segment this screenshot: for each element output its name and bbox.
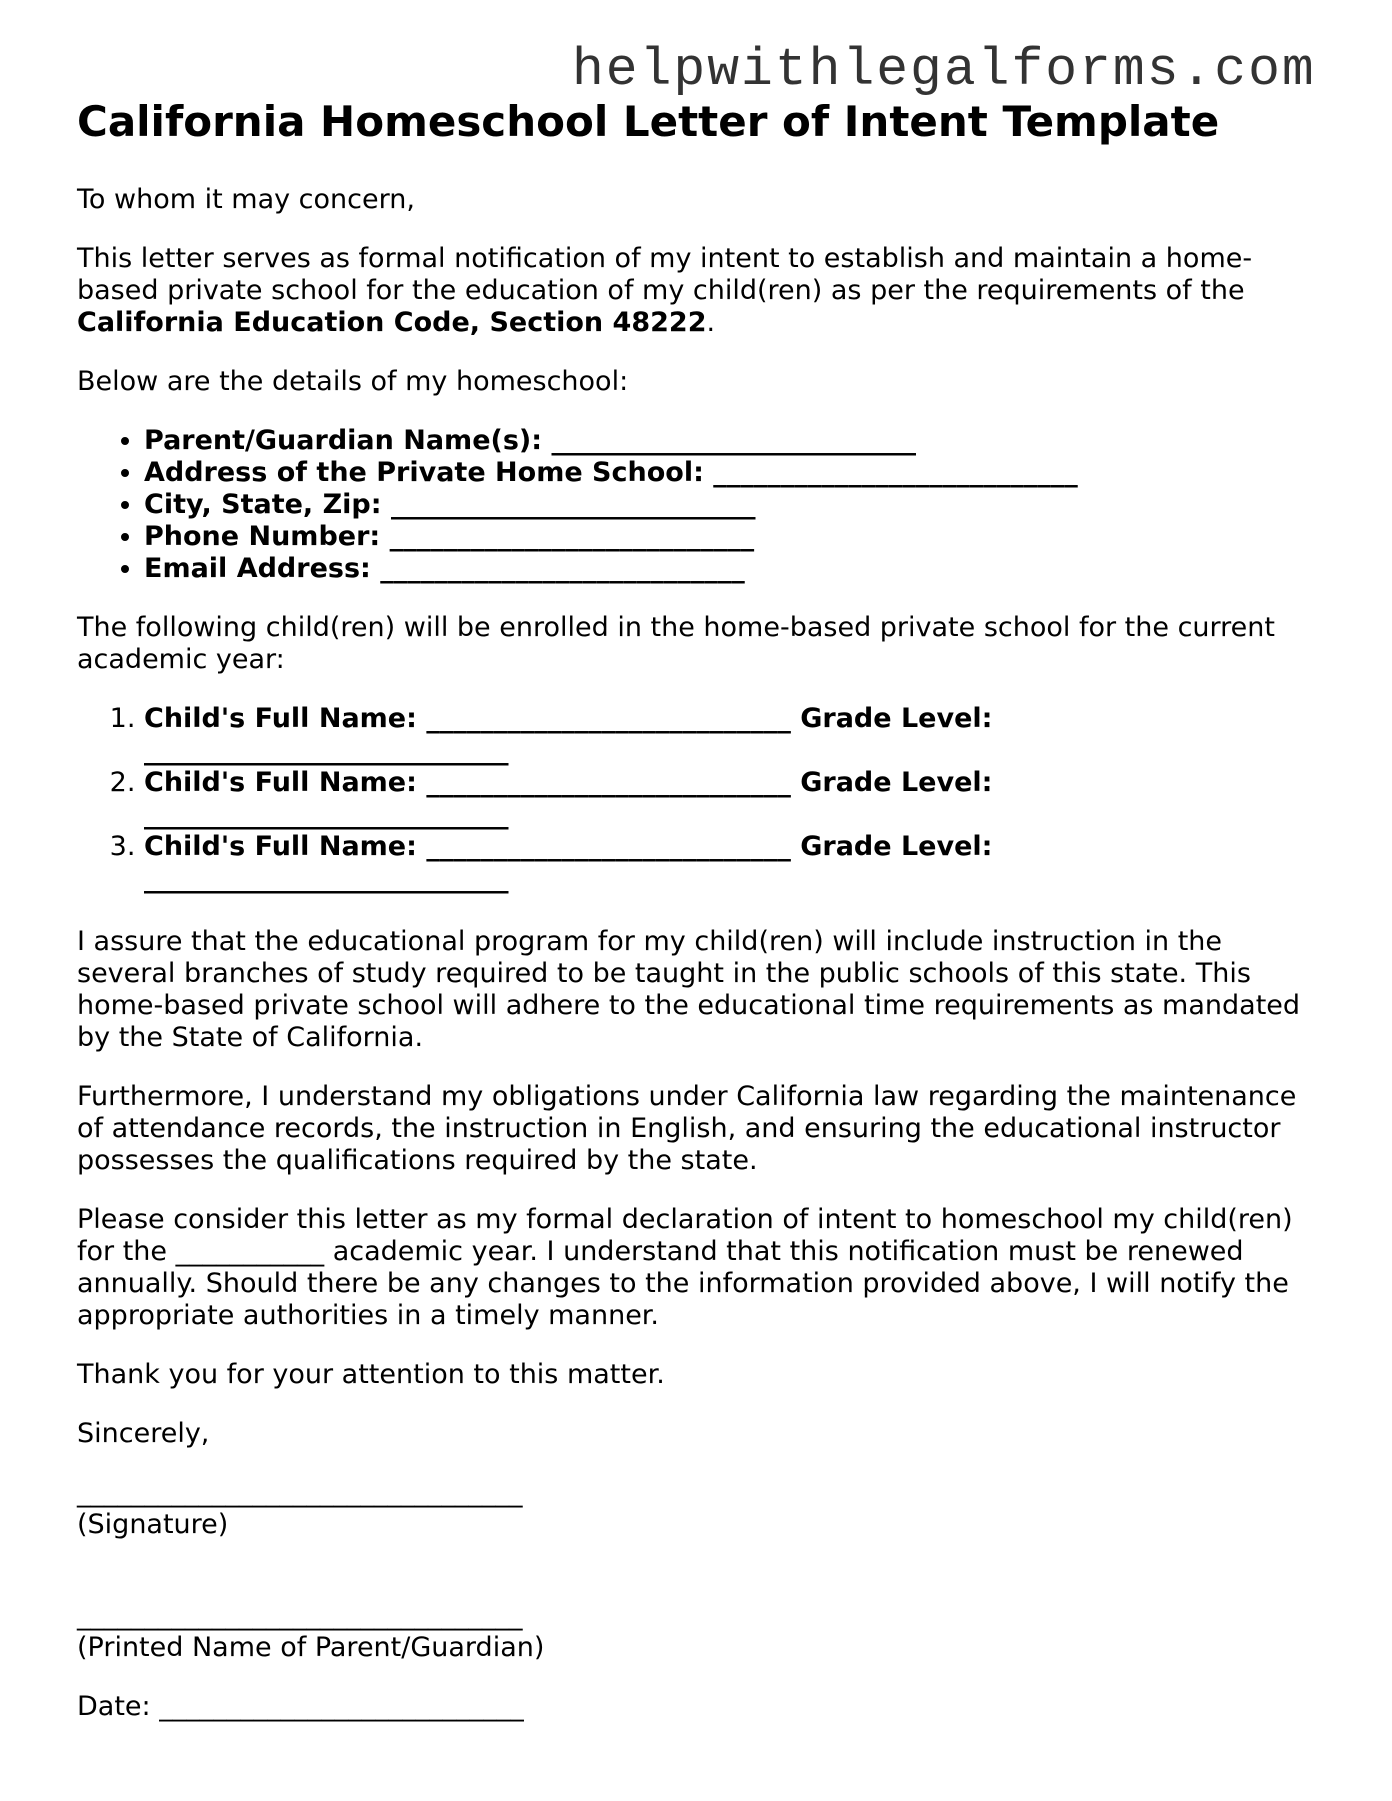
declaration-after: academic year. I understand that this notification must be renewed annually. Should there be any changes to the information provided above, I will notify the appropriate authorities in a timely manner. (77, 1236, 1289, 1331)
declaration-before: Please consider this letter as my formal declaration of intent to homeschool my child(ren) for the (77, 1204, 1293, 1267)
date-blank: ___________________________ (159, 1691, 524, 1722)
detail-blank: ___________________________ (389, 521, 755, 552)
watermark: helpwithlegalforms.com (572, 40, 1316, 100)
details-list (77, 425, 1327, 585)
signature-label: (Signature) (77, 1509, 229, 1540)
child-name-blank: ___________________________ (426, 831, 791, 862)
detail-label: Address of the Private Home School: (144, 457, 704, 488)
signature-line: _________________________________ (77, 1477, 523, 1508)
thanks-line: Thank you for your attention to this matter. (77, 1359, 665, 1390)
detail-label: Phone Number: (144, 521, 381, 552)
obligations-paragraph: Furthermore, I understand my obligations under California law regarding the maintenance of attendance records, the instruction in English, and ensuring the educational instructor possesses the qualifications required by the state. (77, 1081, 1297, 1176)
detail-blank: ___________________________ (551, 425, 916, 456)
child-name-blank: ___________________________ (426, 767, 791, 798)
details-intro: Below are the details of my homeschool: (77, 366, 629, 397)
detail-label: Email Address: (144, 553, 371, 584)
intro-text: This letter serves as formal notification of my intent to establish and maintain a home-based private school for the education of my child(ren) as per the requirements of the (77, 243, 1253, 306)
detail-phone (144, 521, 1327, 553)
intro-paragraph (77, 243, 1327, 339)
child-name-label: Child's Full Name: (144, 831, 417, 862)
detail-blank: ___________________________ (380, 553, 745, 584)
grade-level-blank: ___________________________ (144, 799, 509, 830)
assurance-paragraph: I assure that the educational program for my child(ren) will include instruction in the several branches of study required to be taught in the public schools of this state. This home-based private school will adhere to the educational time requirements as mandated by the State of California. (77, 926, 1301, 1053)
grade-level-label: Grade Level: (800, 767, 993, 798)
grade-level-label: Grade Level: (800, 703, 993, 734)
children-list (77, 703, 1327, 895)
grade-level-blank: ___________________________ (144, 863, 509, 894)
children-intro: The following child(ren) will be enrolled in the home-based private school for the current academic year: (77, 612, 1275, 675)
child-entry (144, 703, 1327, 767)
salutation: To whom it may concern, (77, 184, 415, 215)
academic-year-blank: ___________ (175, 1236, 325, 1267)
date-line (77, 1691, 1327, 1723)
declaration-paragraph (77, 1204, 1327, 1332)
detail-parent-name (144, 425, 1327, 457)
date-label: Date: (77, 1691, 151, 1722)
education-code: California Education Code, Section 48222 (77, 307, 707, 338)
detail-blank: ___________________________ (713, 457, 1078, 488)
grade-level-blank: ___________________________ (144, 735, 509, 766)
child-entry (144, 831, 1327, 895)
letter-body (77, 94, 1327, 1750)
detail-city-state-zip (144, 489, 1327, 521)
grade-level-label: Grade Level: (800, 831, 993, 862)
child-name-label: Child's Full Name: (144, 767, 417, 798)
closing-line: Sincerely, (77, 1418, 210, 1449)
intro-end: . (706, 307, 716, 338)
signature-block (77, 1477, 1327, 1541)
printed-name-label: (Printed Name of Parent/Guardian) (77, 1632, 545, 1663)
page-title: California Homeschool Letter of Intent Template (77, 97, 1220, 146)
detail-label: City, State, Zip: (144, 489, 382, 520)
detail-address (144, 457, 1327, 489)
child-entry (144, 767, 1327, 831)
child-name-label: Child's Full Name: (144, 703, 417, 734)
detail-email (144, 553, 1327, 585)
printed-name-line: _________________________________ (77, 1600, 523, 1631)
detail-blank: ___________________________ (390, 489, 756, 520)
printed-name-block (77, 1600, 1327, 1664)
detail-label: Parent/Guardian Name(s): (144, 425, 543, 456)
child-name-blank: ___________________________ (426, 703, 791, 734)
